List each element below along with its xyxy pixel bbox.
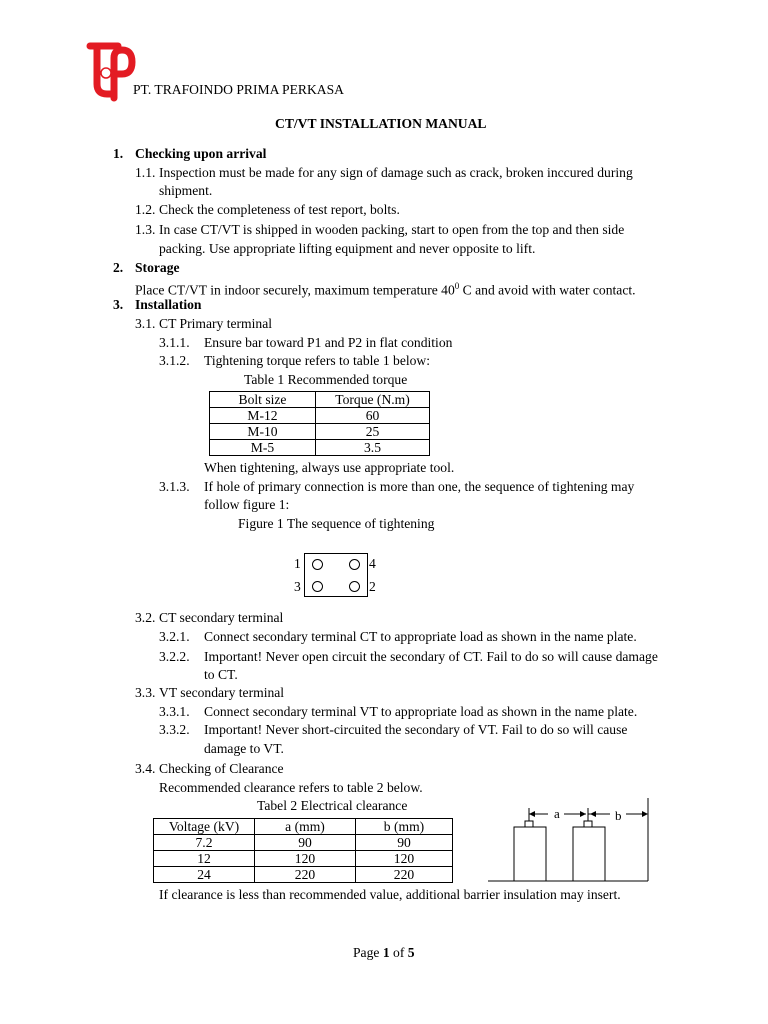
storage-text-b: C and avoid with water contact. <box>459 282 636 298</box>
item-3-1-2-number: 3.1.2. <box>159 353 190 368</box>
table-2-caption: Tabel 2 Electrical clearance <box>257 798 408 813</box>
clearance-diagram <box>488 796 658 886</box>
table-row <box>210 424 430 440</box>
item-1-3-text: In case CT/VT is shipped in wooden packing, start to open from the top and then side <box>159 222 625 237</box>
item-1-3-text-cont: packing. Use appropriate lifting equipment and never opposite to lift. <box>159 241 536 256</box>
table-cell: 90 <box>356 835 453 851</box>
item-3-3-2-text-cont: damage to VT. <box>204 741 284 756</box>
item-3-1-title: CT Primary terminal <box>159 316 273 331</box>
item-3-3-title: VT secondary terminal <box>159 685 285 700</box>
tightening-note: When tightening, always use appropriate tool. <box>204 460 455 475</box>
table-cell: M-5 <box>210 440 316 456</box>
item-3-1-3-text-cont: follow figure 1: <box>204 497 290 512</box>
bolt-label-2: 2 <box>369 579 376 594</box>
bolt-label-4: 4 <box>369 556 376 571</box>
torque-table <box>209 391 430 456</box>
item-3-1-1-text: Ensure bar toward P1 and P2 in flat condition <box>204 335 453 350</box>
table-header-cell: Torque (N.m) <box>316 392 430 408</box>
bolt-label-3: 3 <box>294 579 301 594</box>
page-word: Page <box>353 945 383 960</box>
table-cell: 60 <box>316 408 430 424</box>
section-3-number: 3. <box>113 297 124 312</box>
table-cell: 120 <box>356 851 453 867</box>
item-3-2-2-text-cont: to CT. <box>204 667 238 682</box>
table-cell: 12 <box>154 851 255 867</box>
bolt-hole-1 <box>312 559 323 570</box>
item-1-1-number: 1.1. <box>135 165 156 180</box>
item-1-1-text-cont: shipment. <box>159 183 213 198</box>
section-2-title: Storage <box>135 260 180 275</box>
table-row <box>154 835 453 851</box>
table-cell: M-10 <box>210 424 316 440</box>
table-cell: 120 <box>255 851 356 867</box>
table-header-row <box>210 392 430 408</box>
figure-1-caption: Figure 1 The sequence of tightening <box>238 516 435 531</box>
dimension-a-label: a <box>554 806 560 821</box>
table-cell: 220 <box>255 867 356 883</box>
item-3-2-2-text: Important! Never open circuit the secondary of CT. Fail to do so will cause damage <box>204 649 658 664</box>
table-cell: 24 <box>154 867 255 883</box>
item-3-1-2-text: Tightening torque refers to table 1 below: <box>204 353 431 368</box>
item-3-2-number: 3.2. <box>135 610 156 625</box>
storage-text-a: Place CT/VT in indoor securely, maximum temperature 40 <box>135 282 455 298</box>
item-3-2-title: CT secondary terminal <box>159 610 284 625</box>
table-cell: 7.2 <box>154 835 255 851</box>
clearance-note: If clearance is less than recommended value, additional barrier insulation may insert. <box>159 887 621 902</box>
current-page: 1 <box>382 945 390 960</box>
table-row <box>154 867 453 883</box>
clearance-table <box>153 818 453 883</box>
table-cell: 220 <box>356 867 453 883</box>
table-header-cell: Voltage (kV) <box>154 819 255 835</box>
storage-text <box>135 277 636 300</box>
item-3-4-title: Checking of Clearance <box>159 761 284 776</box>
item-3-3-1-number: 3.3.1. <box>159 704 190 719</box>
table-cell: 90 <box>255 835 356 851</box>
table-header-row <box>154 819 453 835</box>
item-1-1-text: Inspection must be made for any sign of damage such as crack, broken inccured during <box>159 165 633 180</box>
company-logo <box>80 40 136 102</box>
table-1-caption: Table 1 Recommended torque <box>244 372 408 387</box>
table-header-cell: a (mm) <box>255 819 356 835</box>
item-3-2-1-text: Connect secondary terminal CT to appropriate load as shown in the name plate. <box>204 629 637 644</box>
item-3-2-1-number: 3.2.1. <box>159 629 190 644</box>
table-cell: M-12 <box>210 408 316 424</box>
item-3-2-2-number: 3.2.2. <box>159 649 190 664</box>
total-pages: 5 <box>407 945 415 960</box>
bolt-label-1: 1 <box>294 556 301 571</box>
item-3-3-1-text: Connect secondary terminal VT to appropriate load as shown in the name plate. <box>204 704 638 719</box>
item-3-4-number: 3.4. <box>135 761 156 776</box>
item-3-1-3-text: If hole of primary connection is more than one, the sequence of tightening may <box>204 479 635 494</box>
item-3-3-2-number: 3.3.2. <box>159 722 190 737</box>
bolt-hole-3 <box>312 581 323 592</box>
clearance-text: Recommended clearance refers to table 2 below. <box>159 780 423 795</box>
table-header-cell: b (mm) <box>356 819 453 835</box>
table-row <box>210 408 430 424</box>
item-1-2-text: Check the completeness of test report, bolts. <box>159 202 400 217</box>
document-title: CT/VT INSTALLATION MANUAL <box>275 116 487 131</box>
section-1-title: Checking upon arrival <box>135 146 267 161</box>
item-3-1-3-number: 3.1.3. <box>159 479 190 494</box>
section-3-title: Installation <box>135 297 202 312</box>
item-3-3-number: 3.3. <box>135 685 156 700</box>
page-number <box>353 944 415 962</box>
item-3-3-2-text: Important! Never short-circuited the secondary of VT. Fail to do so will cause <box>204 722 628 737</box>
item-1-3-number: 1.3. <box>135 222 156 237</box>
table-cell: 25 <box>316 424 430 440</box>
bolt-hole-2 <box>349 581 360 592</box>
item-1-2-number: 1.2. <box>135 202 156 217</box>
degree-superscript: 0 <box>454 281 460 291</box>
section-2-number: 2. <box>113 260 124 275</box>
table-row <box>154 851 453 867</box>
section-1-number: 1. <box>113 146 124 161</box>
bolt-hole-4 <box>349 559 360 570</box>
item-3-1-number: 3.1. <box>135 316 156 331</box>
of-word: of <box>389 945 408 960</box>
table-header-cell: Bolt size <box>210 392 316 408</box>
table-row <box>210 440 430 456</box>
dimension-b-label: b <box>615 808 622 823</box>
table-cell: 3.5 <box>316 440 430 456</box>
item-3-1-1-number: 3.1.1. <box>159 335 190 350</box>
company-name: PT. TRAFOINDO PRIMA PERKASA <box>133 82 344 97</box>
